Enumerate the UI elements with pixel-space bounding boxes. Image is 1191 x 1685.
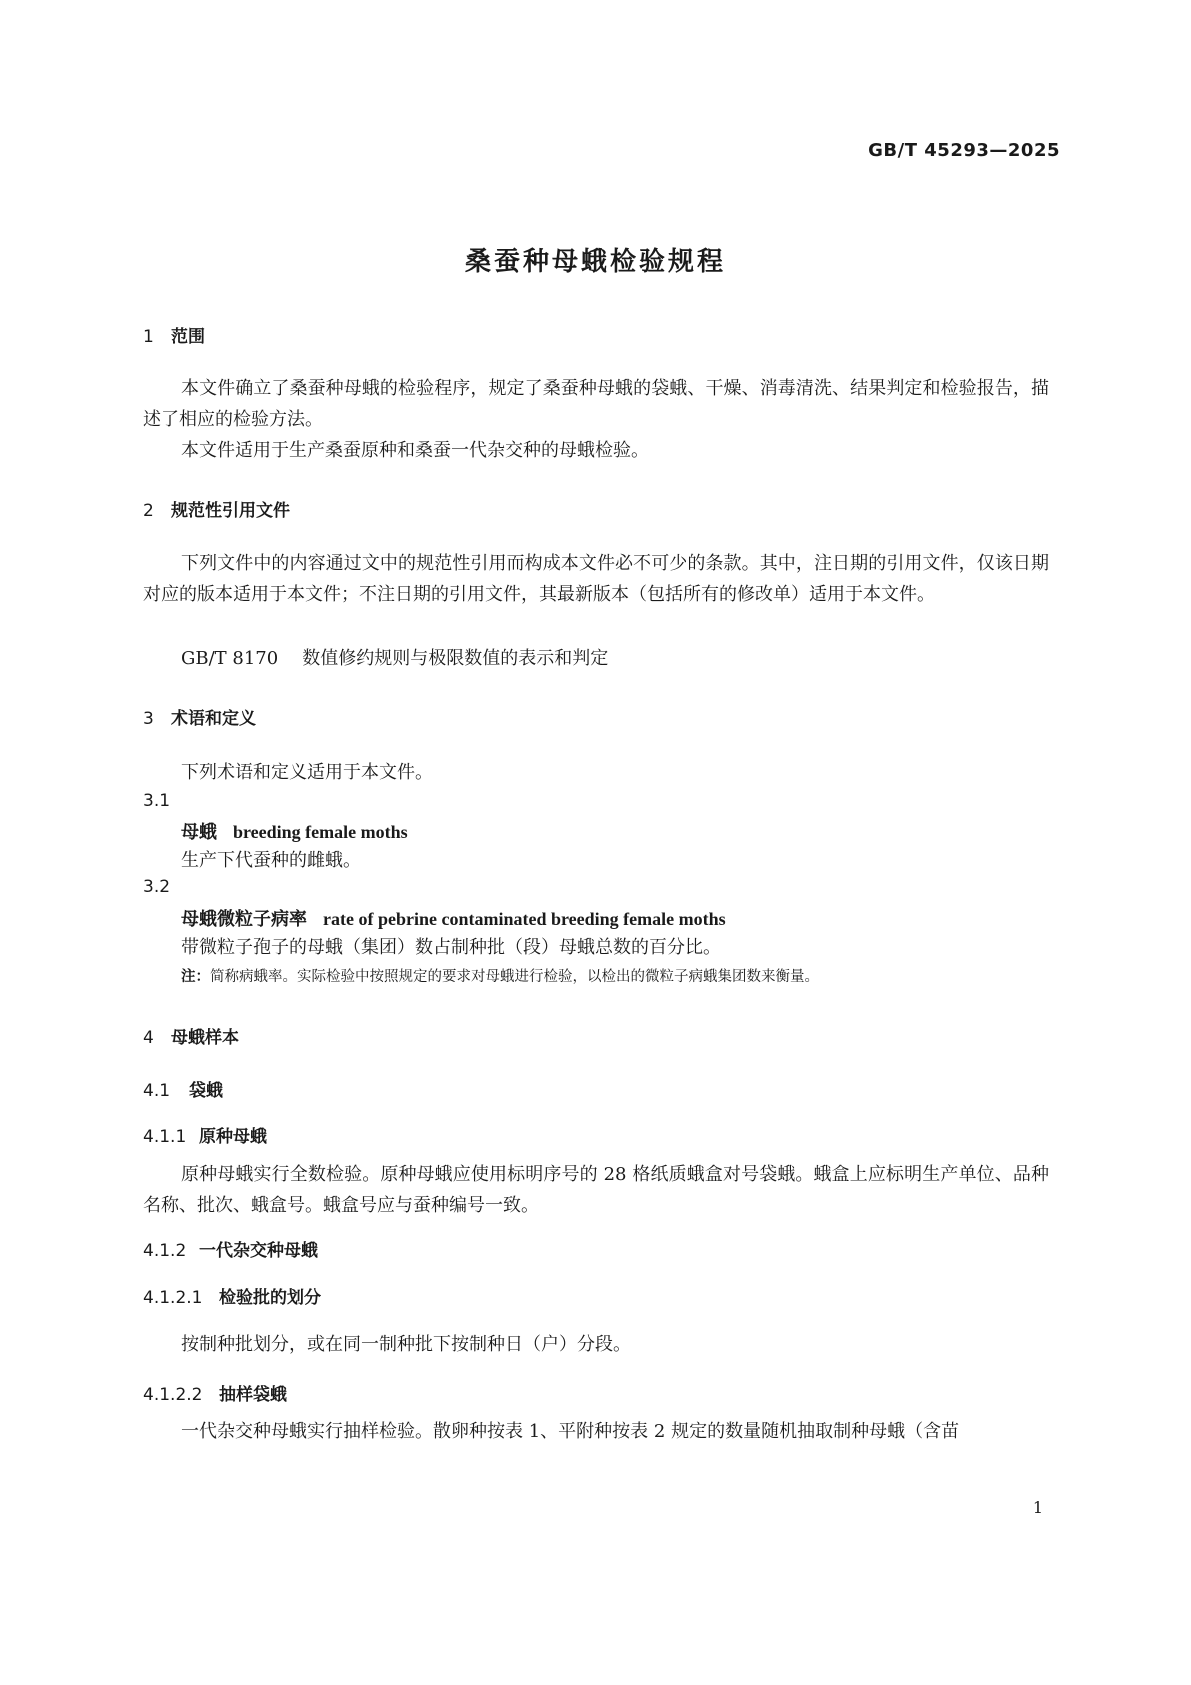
section-number: 1 (143, 327, 154, 347)
subsection-4-1-2-1-heading (143, 1283, 321, 1308)
subsection-4-1-heading (143, 1076, 223, 1101)
term-entry (181, 905, 726, 931)
reference-code: GB/T 8170 (181, 648, 279, 669)
term-en: breeding female moths (233, 822, 408, 842)
section-number: 4.1.1 (143, 1127, 187, 1147)
original-moth-paragraph: 原种母蛾实行全数检验。原种母蛾应使用标明序号的 28 格纸质蛾盒对号袋蛾。蛾盒上应标明生产单位、品种名称、批次、蛾盒号。蛾盒号应与蚕种编号一致。 (143, 1164, 1049, 1216)
subsection-4-1-2-heading (143, 1236, 318, 1261)
section-number: 3 (143, 709, 154, 729)
section-title: 术语和定义 (171, 709, 256, 729)
term-zh: 母蛾微粒子病率 (181, 909, 307, 930)
term-definition: 生产下代蚕种的雌蛾。 (181, 850, 361, 871)
section-number: 4.1.2.2 (143, 1385, 203, 1405)
section-number: 4 (143, 1028, 154, 1048)
terms-intro: 下列术语和定义适用于本文件。 (181, 762, 433, 783)
page-number: 1 (1032, 1498, 1043, 1517)
section-title: 范围 (171, 327, 205, 347)
section-title: 检验批的划分 (219, 1288, 321, 1308)
section-title: 规范性引用文件 (171, 501, 290, 521)
section-title: 袋蛾 (189, 1081, 223, 1101)
section-number: 4.1.2.1 (143, 1288, 203, 1308)
section-number: 4.1.2 (143, 1241, 187, 1261)
normative-reference (181, 644, 608, 670)
term-number: 3.2 (143, 877, 171, 897)
sampling-paragraph: 一代杂交种母蛾实行抽样检验。散卵种按表 1、平附种按表 2 规定的数量随机抽取制种母蛾（含苗 (181, 1421, 960, 1442)
term-definition: 带微粒子孢子的母蛾（集团）数占制种批（段）母蛾总数的百分比。 (181, 937, 721, 958)
term-number: 3.1 (143, 791, 171, 811)
subsection-4-1-1-heading (143, 1122, 267, 1147)
subsection-4-1-2-2-heading (143, 1380, 287, 1405)
normative-paragraph: 下列文件中的内容通过文中的规范性引用而构成本文件必不可少的条款。其中，注日期的引用文件，仅该日期对应的版本适用于本文件；不注日期的引用文件，其最新版本（包括所有的修改单）适用于本文件。 (143, 553, 1049, 605)
scope-paragraph-2: 本文件适用于生产桑蚕原种和桑蚕一代杂交种的母蛾检验。 (181, 440, 649, 461)
section-title: 一代杂交种母蛾 (199, 1241, 318, 1261)
section-number: 4.1 (143, 1081, 171, 1101)
batch-division-paragraph: 按制种批划分，或在同一制种批下按制种日（户）分段。 (181, 1334, 631, 1355)
section-title: 原种母蛾 (199, 1127, 267, 1147)
section-title: 抽样袋蛾 (219, 1385, 287, 1405)
term-zh: 母蛾 (181, 822, 217, 843)
document-title: 桑蚕种母蛾检验规程 (464, 247, 726, 277)
term-entry (181, 818, 408, 844)
section-3-heading (143, 704, 256, 729)
scope-paragraph-1: 本文件确立了桑蚕种母蛾的检验程序，规定了桑蚕种母蛾的袋蛾、干燥、消毒清洗、结果判定和检验报告，描述了相应的检验方法。 (143, 378, 1049, 430)
section-number: 2 (143, 501, 154, 521)
note-label: 注： (181, 969, 210, 985)
section-2-heading (143, 496, 290, 521)
section-title: 母蛾样本 (171, 1028, 239, 1048)
section-1-heading (143, 322, 205, 347)
note-text: 简称病蛾率。实际检验中按照规定的要求对母蛾进行检验，以检出的微粒子病蛾集团数来衡量。 (210, 969, 819, 985)
section-4-heading (143, 1023, 239, 1048)
standard-number: GB/T 45293—2025 (868, 140, 1060, 161)
reference-title: 数值修约规则与极限数值的表示和判定 (302, 648, 609, 669)
term-note (181, 965, 819, 986)
term-en: rate of pebrine contaminated breeding female moths (323, 909, 726, 929)
